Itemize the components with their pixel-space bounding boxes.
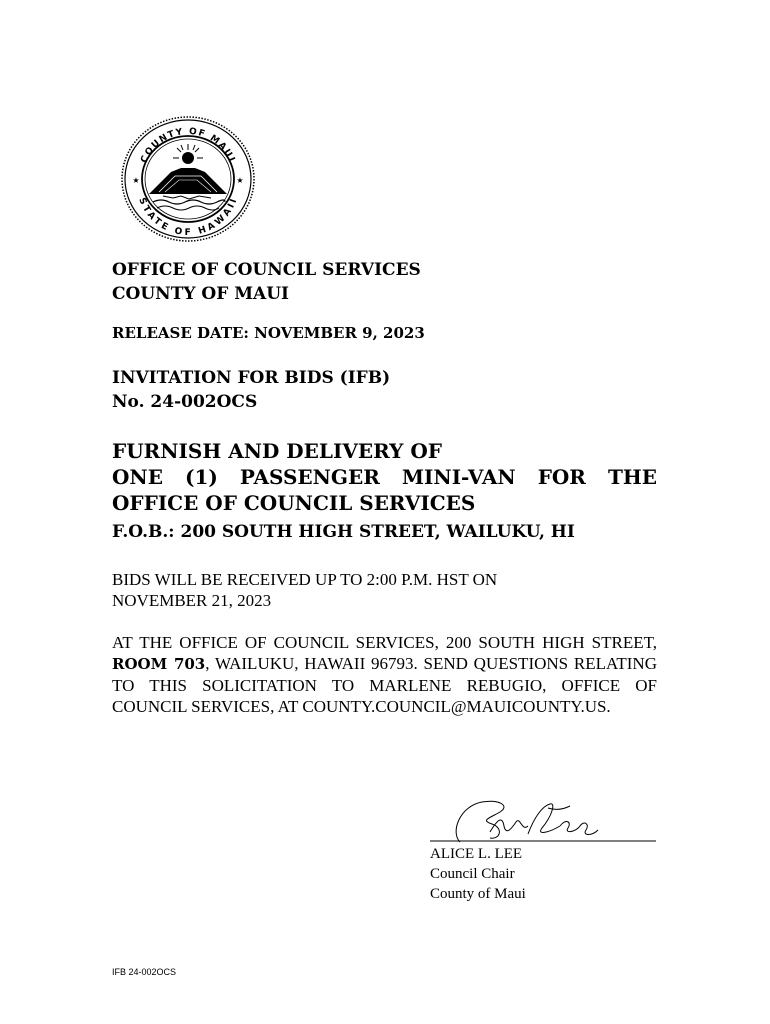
signatory-org: County of Maui bbox=[430, 886, 526, 902]
title-line-3: OFFICE OF COUNCIL SERVICES bbox=[112, 491, 476, 515]
ifb-heading bbox=[112, 366, 390, 414]
bid-deadline-line-2: NOVEMBER 21, 2023 bbox=[112, 591, 272, 610]
release-date: RELEASE DATE: NOVEMBER 9, 2023 bbox=[112, 324, 425, 342]
svg-text:STATE OF HAWAII: STATE OF HAWAII bbox=[136, 196, 240, 239]
bid-deadline-line-1: BIDS WILL BE RECEIVED UP TO 2:00 P.M. HST ON bbox=[112, 570, 498, 589]
footer-reference: IFB 24-002OCS bbox=[112, 967, 177, 977]
room-number: ROOM 703 bbox=[112, 655, 206, 673]
county-seal-logo bbox=[119, 114, 257, 244]
address-text-2: , WAILUKU, HAWAII 96793. SEND QUESTIONS RELATING TO THIS SOLICITATION TO MARLENE REBUGIO, OFFICE OF COUNCIL SERVICES, AT COUNTY.COUNCIL@MAUICOUNTY.US. bbox=[112, 654, 657, 716]
title-line-2: ONE (1) PASSENGER MINI-VAN FOR THE bbox=[112, 465, 657, 489]
solicitation-title bbox=[112, 438, 657, 516]
office-name: OFFICE OF COUNCIL SERVICES bbox=[112, 260, 421, 280]
signatory-name: ALICE L. LEE bbox=[430, 846, 523, 862]
address-text-1: AT THE OFFICE OF COUNCIL SERVICES, 200 SOUTH HIGH STREET, bbox=[112, 633, 657, 652]
signature-block bbox=[430, 844, 526, 904]
county-name: COUNTY OF MAUI bbox=[112, 284, 289, 304]
bid-deadline bbox=[112, 569, 657, 611]
fob-line: F.O.B.: 200 SOUTH HIGH STREET, WAILUKU, HI bbox=[112, 522, 575, 542]
title-line-1: FURNISH AND DELIVERY OF bbox=[112, 439, 442, 463]
ifb-number: No. 24-002OCS bbox=[112, 392, 258, 412]
office-heading bbox=[112, 258, 421, 306]
signatory-title: Council Chair bbox=[430, 866, 515, 882]
svg-text:★: ★ bbox=[132, 176, 140, 185]
signature-graphic bbox=[430, 792, 658, 852]
ifb-title: INVITATION FOR BIDS (IFB) bbox=[112, 368, 391, 388]
svg-text:COUNTY OF MAUI: COUNTY OF MAUI bbox=[139, 126, 237, 165]
svg-text:★: ★ bbox=[236, 176, 244, 185]
submission-instructions bbox=[112, 632, 657, 717]
